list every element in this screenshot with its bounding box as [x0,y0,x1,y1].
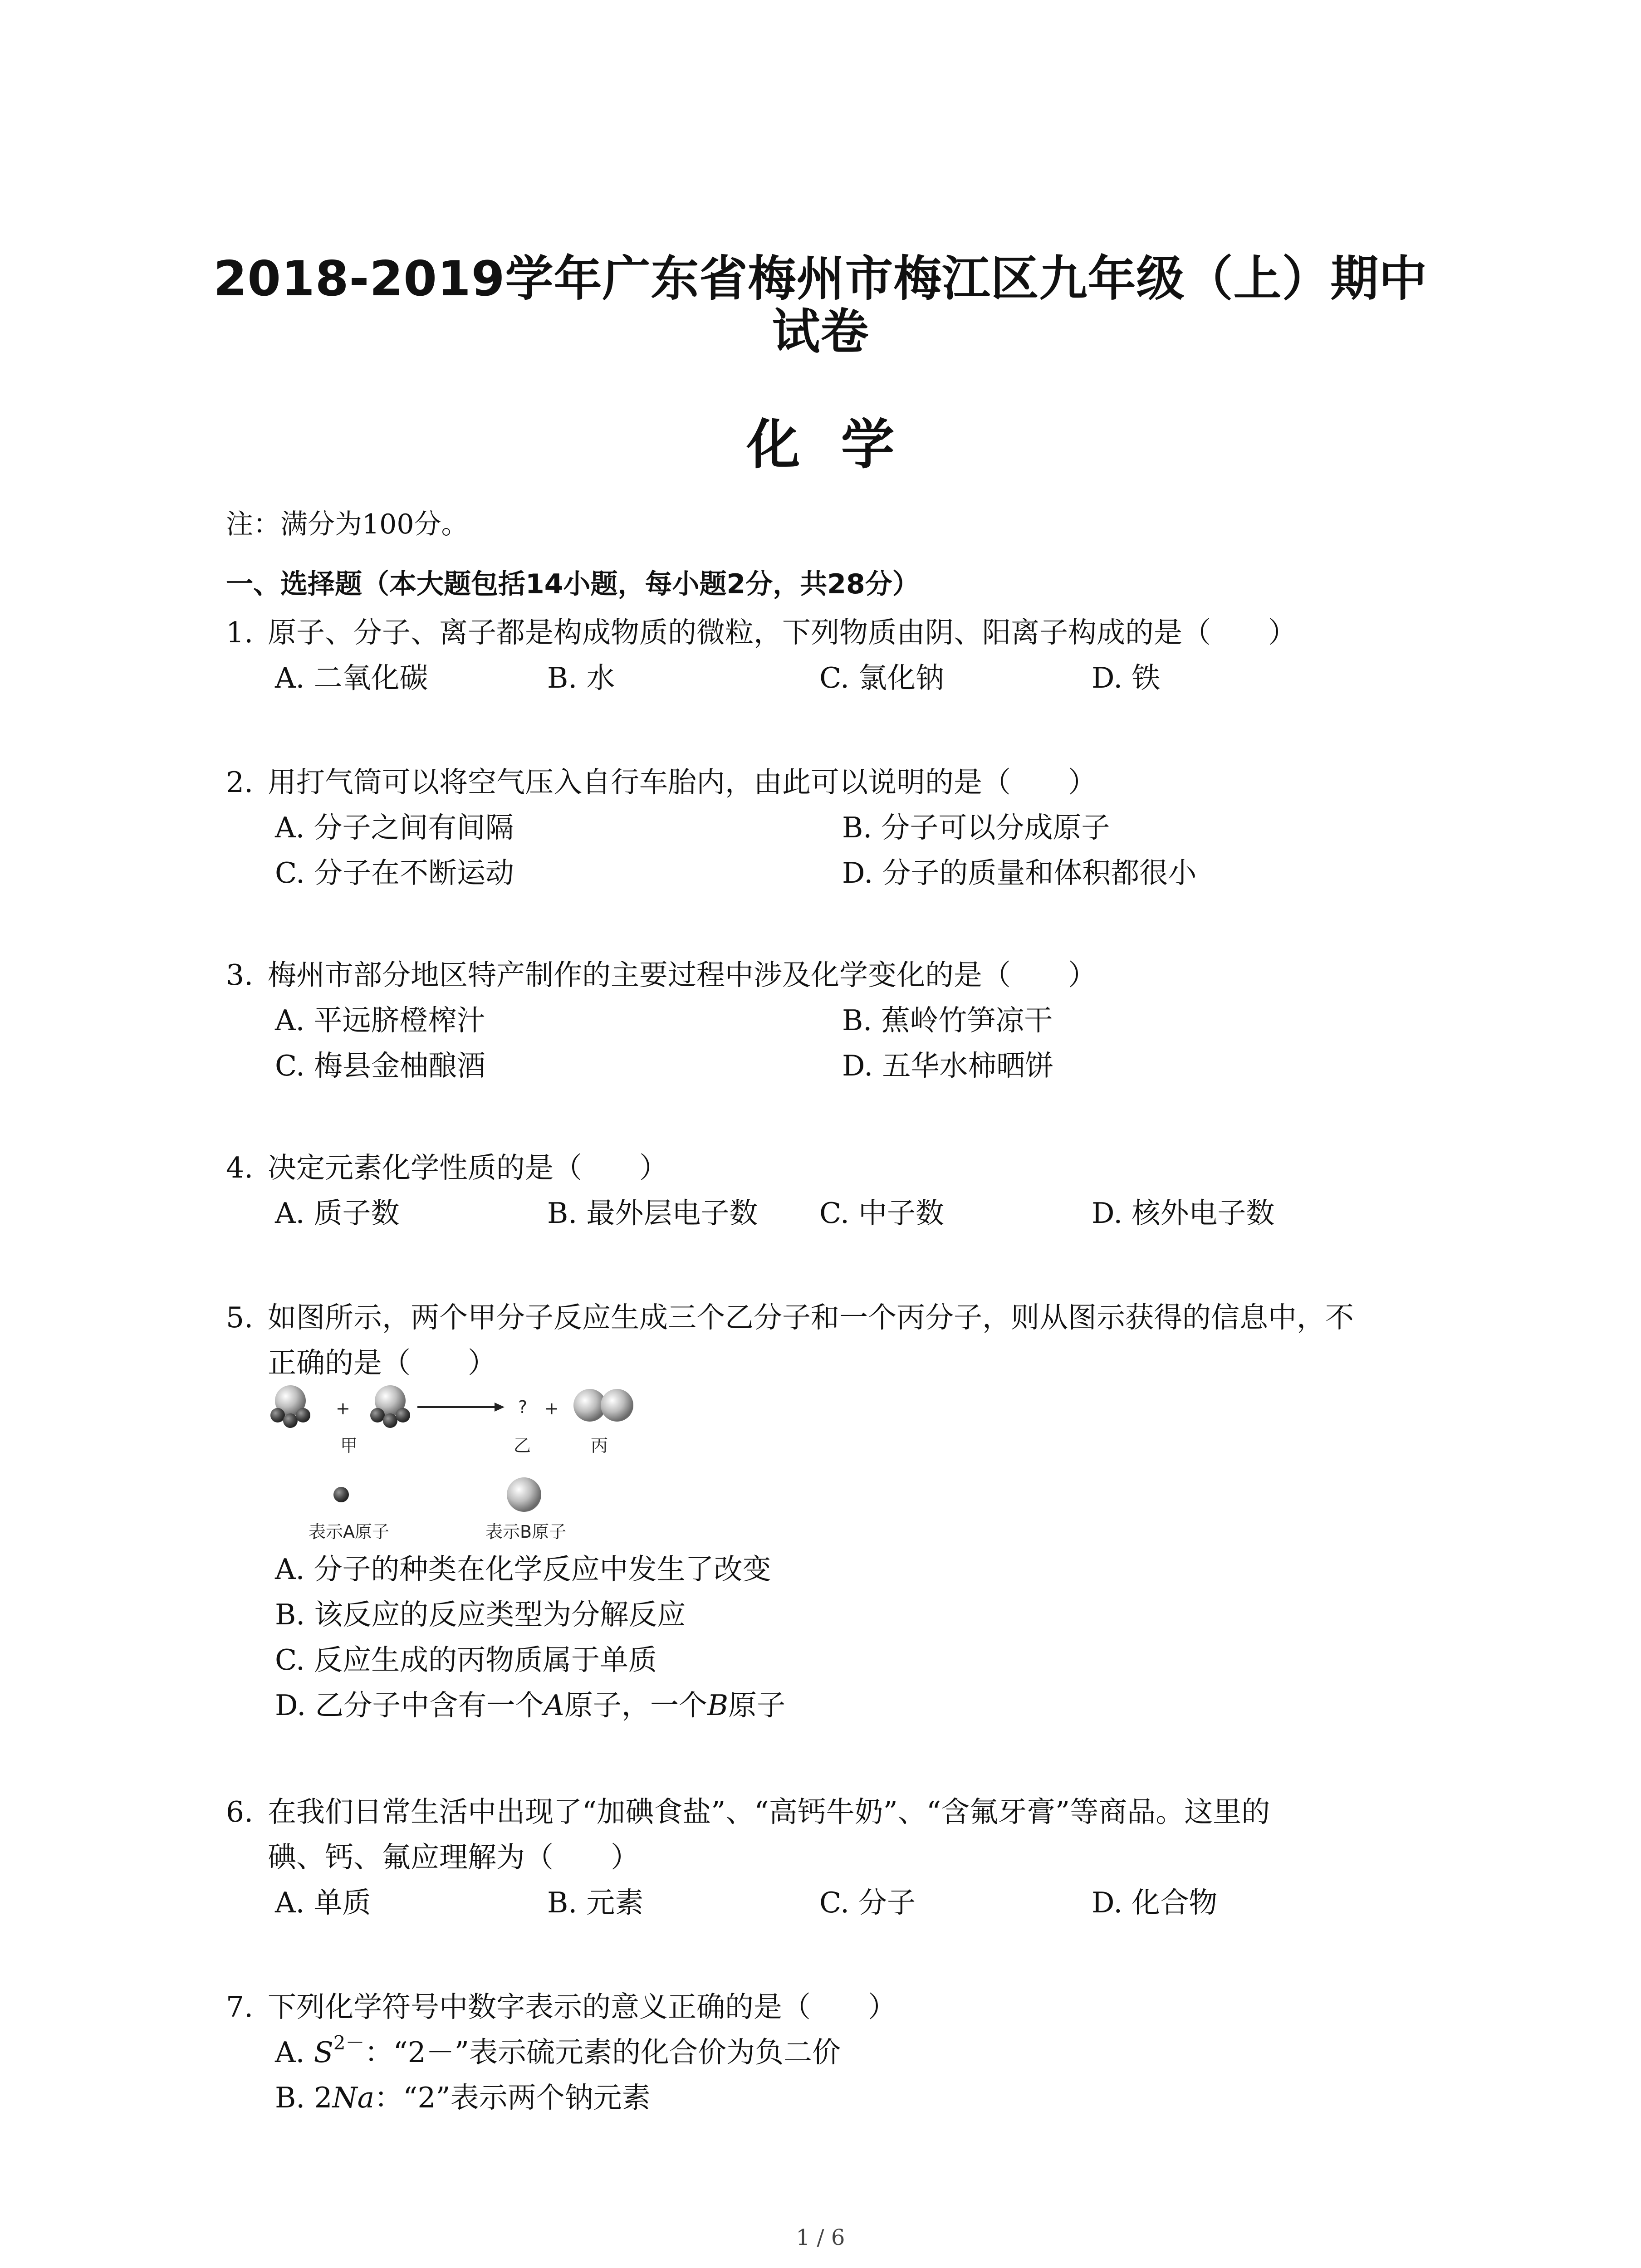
legend-b-text: 表示B原子 [485,1522,567,1542]
option-d[interactable]: D. 核外电子数 [1092,1197,1275,1230]
question-number: 6. [226,1795,254,1828]
options-row [226,1191,1428,1236]
option-c[interactable]: C. 梅县金柚酿酒 [275,1049,486,1082]
score-note: 注：满分为100分。 [226,508,469,540]
label-yi: 乙 [514,1436,531,1456]
question-stem-cont: 正确的是（ ） [268,1346,496,1379]
question-number: 4. [226,1151,254,1184]
plus-sign: + [336,1398,350,1418]
question-stem-cont: 碘、钙、氟应理解为（ ） [268,1841,639,1874]
option-a[interactable]: A. 二氧化碳 [275,661,428,694]
options-row [226,1880,1428,1926]
option-d-mid: 原子，一个 [564,1689,707,1722]
legend-a-atom [333,1487,349,1502]
question-3 [226,953,1428,1089]
option-b[interactable] [226,2075,1428,2121]
question-7 [226,1984,1428,2121]
option-b[interactable]: B. 该反应的反应类型为分解反应 [275,1598,686,1631]
option-d[interactable]: D. 铁 [1092,661,1161,694]
symbol-s: S [314,2036,333,2069]
option-a[interactable]: A. 单质 [275,1886,371,1919]
option-a[interactable]: A. 质子数 [275,1197,400,1230]
option-c[interactable]: C. 分子 [819,1886,916,1919]
plus-sign: + [544,1398,559,1418]
option-a-prefix: A. [275,2036,314,2069]
options-row [226,998,1428,1043]
atom-symbol-b: B [707,1689,729,1722]
option-c[interactable]: C. 反应生成的丙物质属于单质 [275,1643,657,1677]
legend-a-text: 表示A原子 [309,1522,389,1542]
options-row [226,1043,1428,1089]
question-2 [226,760,1428,896]
option-b[interactable]: B. 最外层电子数 [547,1197,758,1230]
option-c[interactable]: C. 氯化钠 [819,661,945,694]
question-5-options [226,1547,1428,1728]
question-4 [226,1145,1428,1236]
charge-superscript: 2－ [333,2032,365,2054]
option-d[interactable]: D. 五华水柿晒饼 [842,1049,1054,1082]
option-b[interactable]: B. 水 [547,661,615,694]
atom-symbol-a: A [544,1689,564,1722]
option-d[interactable]: D. 化合物 [1092,1886,1218,1919]
question-number: 5. [226,1301,254,1334]
label-jia: 甲 [340,1436,358,1456]
question-stem: 如图所示，两个甲分子反应生成三个乙分子和一个丙分子，则从图示获得的信息中，不 [268,1301,1354,1334]
option-d[interactable] [226,1683,1428,1728]
page-number: 1 / 6 [796,2225,845,2250]
question-number: 2. [226,766,254,799]
section-heading-choice: 一、选择题（本大题包括14小题，每小题2分，共28分） [226,568,920,600]
options-row [226,655,1428,701]
reaction-arrow [417,1403,505,1412]
option-b[interactable]: B. 分子可以分成原子 [842,811,1110,844]
subject-heading: 化学 [746,413,936,476]
options-row [226,805,1428,850]
question-stem: 原子、分子、离子都是构成物质的微粒，下列物质由阴、阳离子构成的是（ ） [268,616,1297,649]
option-b-text: ：“2”表示两个钠元素 [374,2081,651,2114]
question-number: 3. [226,958,254,992]
option-d-prefix: D. 乙分子中含有一个 [275,1689,544,1722]
question-stem: 下列化学符号中数字表示的意义正确的是（ ） [268,1990,896,2024]
legend-b-atom [507,1477,541,1512]
option-a[interactable]: A. 分子之间有间隔 [275,811,514,844]
question-stem: 在我们日常生活中出现了“加碘食盐”、“高钙牛奶”、“含氟牙膏”等商品。这里的 [268,1795,1270,1828]
question-number: 7. [226,1990,254,2024]
question-1 [226,610,1428,701]
question-stem: 用打气筒可以将空气压入自行车胎内，由此可以说明的是（ ） [268,766,1097,799]
options-row [226,850,1428,896]
question-number: 1. [226,616,254,649]
question-mark: ? [518,1397,528,1417]
molecule-jia-1 [270,1385,310,1428]
option-c[interactable]: C. 分子在不断运动 [275,856,514,890]
option-a-text: ：“2－”表示硫元素的化合价为负二价 [364,2036,841,2069]
exam-title-line1: 2018-2019学年广东省梅州市梅江区九年级（上）期中 [213,251,1428,307]
option-b[interactable]: B. 元素 [547,1886,644,1919]
label-bing: 丙 [591,1436,608,1456]
exam-title-line2: 试卷 [772,304,869,360]
molecule-jia-2 [370,1385,410,1428]
question-6 [226,1789,1428,1926]
option-c[interactable]: C. 中子数 [819,1197,945,1230]
reaction-diagram [268,1379,676,1560]
option-b[interactable]: B. 蕉岭竹笋凉干 [842,1004,1053,1037]
question-stem: 决定元素化学性质的是（ ） [268,1151,668,1184]
symbol-na: Na [332,2081,375,2114]
molecule-bing [573,1389,633,1422]
option-b-prefix: B. 2 [275,2081,333,2114]
option-d-suffix: 原子 [728,1689,786,1722]
option-d[interactable]: D. 分子的质量和体积都很小 [842,856,1197,890]
option-a[interactable] [226,2030,1428,2075]
option-a[interactable]: A. 分子的种类在化学反应中发生了改变 [275,1553,771,1586]
question-stem: 梅州市部分地区特产制作的主要过程中涉及化学变化的是（ ） [268,958,1097,992]
option-a[interactable]: A. 平远脐橙榨汁 [275,1004,485,1037]
question-5 [226,1295,1428,1386]
